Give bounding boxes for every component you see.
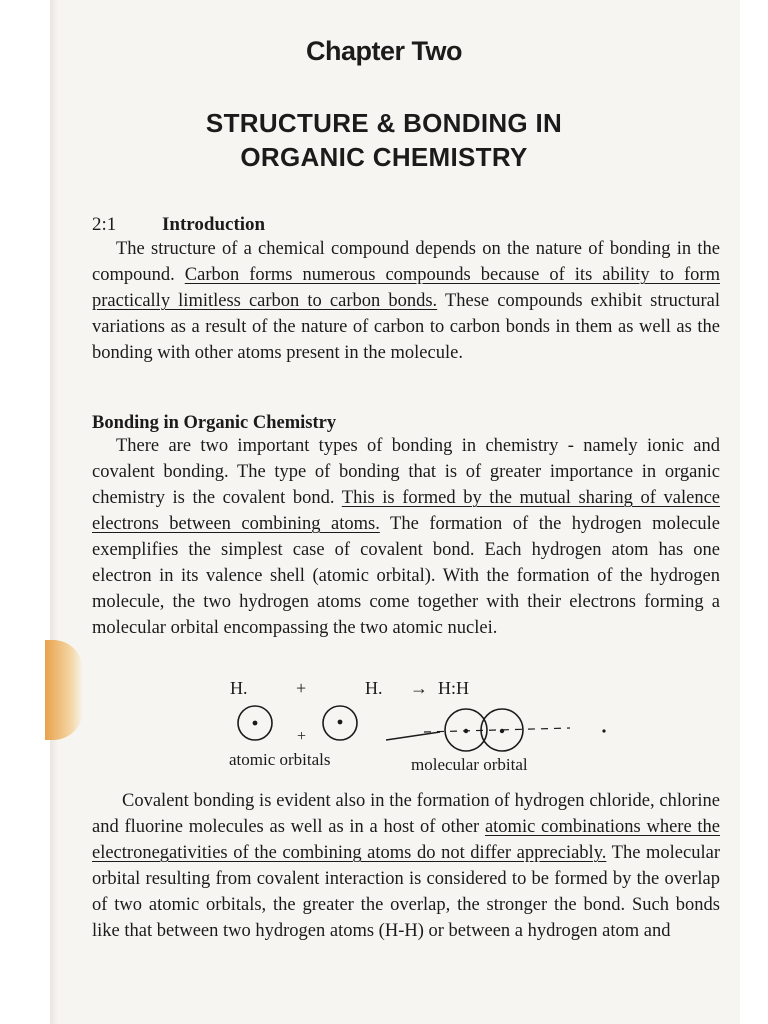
intro-sentence-3: These compounds exhibit structural variations as a result of the nature of carbon to carbon bonds in them as well as the bonding with other atoms present in the molecule. <box>92 291 720 363</box>
equation-atom-1: H. <box>230 678 248 698</box>
reaction-arrow-icon <box>386 732 440 740</box>
covalent-underlined-sentence: atomic combinations where the electronegativities of the combining atoms do not differ appreciably. <box>92 817 720 863</box>
nucleus-dot-1 <box>464 729 468 733</box>
molecular-orbital-label: molecular orbital <box>411 755 528 774</box>
chapter-title-line-1: STRUCTURE & BONDING IN <box>205 108 563 138</box>
electron-dot-1 <box>253 721 258 726</box>
section-number: 2:1 <box>92 214 117 235</box>
bond-axis-line <box>424 728 570 732</box>
bonding-underlined-sentence: This is formed by the mutual sharing of valence electrons between combining atoms. <box>92 488 720 534</box>
intro-underlined-sentence: Carbon forms numerous compounds because of its ability to form practically limitless carbon to carbon bonds. <box>92 265 720 311</box>
chapter-heading: Chapter Two <box>306 36 462 66</box>
covalent-sentence-1: Covalent bonding is evident also in the formation of hydrogen chloride, chlorine and fluorine molecules as well as in a host of other <box>92 791 720 837</box>
subsection-heading: Bonding in Organic Chemistry <box>92 413 337 433</box>
nucleus-dot-2 <box>500 729 504 733</box>
bonding-sentence-1: There are two important types of bonding in chemistry - namely ionic and covalent bonding. The type of bonding that is of greater importance in organic chemistry is the covalent bond. <box>92 436 720 508</box>
equation-arrow: → <box>410 678 428 698</box>
bonding-sentence-3: The formation of the hydrogen molecule exemplifies the simplest case of covalent bond. Each hydrogen atom has one electron in its valence shell (atomic orbital). With the formation of the hydrogen molecule, the two hydrogen atoms come together with their electrons forming a molecular orbital encompassing the two atomic nuclei. <box>92 514 720 638</box>
covalent-paragraph <box>92 788 720 944</box>
orbital-plus: + <box>297 728 307 745</box>
intro-sentence-1: The structure of a chemical compound depends on the nature of bonding in the compound. <box>92 239 720 285</box>
equation-atom-2: H. <box>365 678 383 698</box>
electron-dot-2 <box>338 720 343 725</box>
stray-dot <box>602 729 605 732</box>
section-name: Introduction <box>162 214 266 235</box>
atomic-orbitals-label: atomic orbitals <box>229 750 331 769</box>
chapter-title-line-2: ORGANIC CHEMISTRY <box>240 142 528 172</box>
equation-plus: + <box>296 678 307 698</box>
equation-product: H:H <box>438 678 469 698</box>
covalent-sentence-3: The molecular orbital resulting from covalent interaction is considered to be formed by the overlap of two atomic orbitals, the greater the overlap, the stronger the bond. Such bonds like that between two hydrogen atoms (H-H) or between a hydrogen atom and <box>92 843 720 941</box>
